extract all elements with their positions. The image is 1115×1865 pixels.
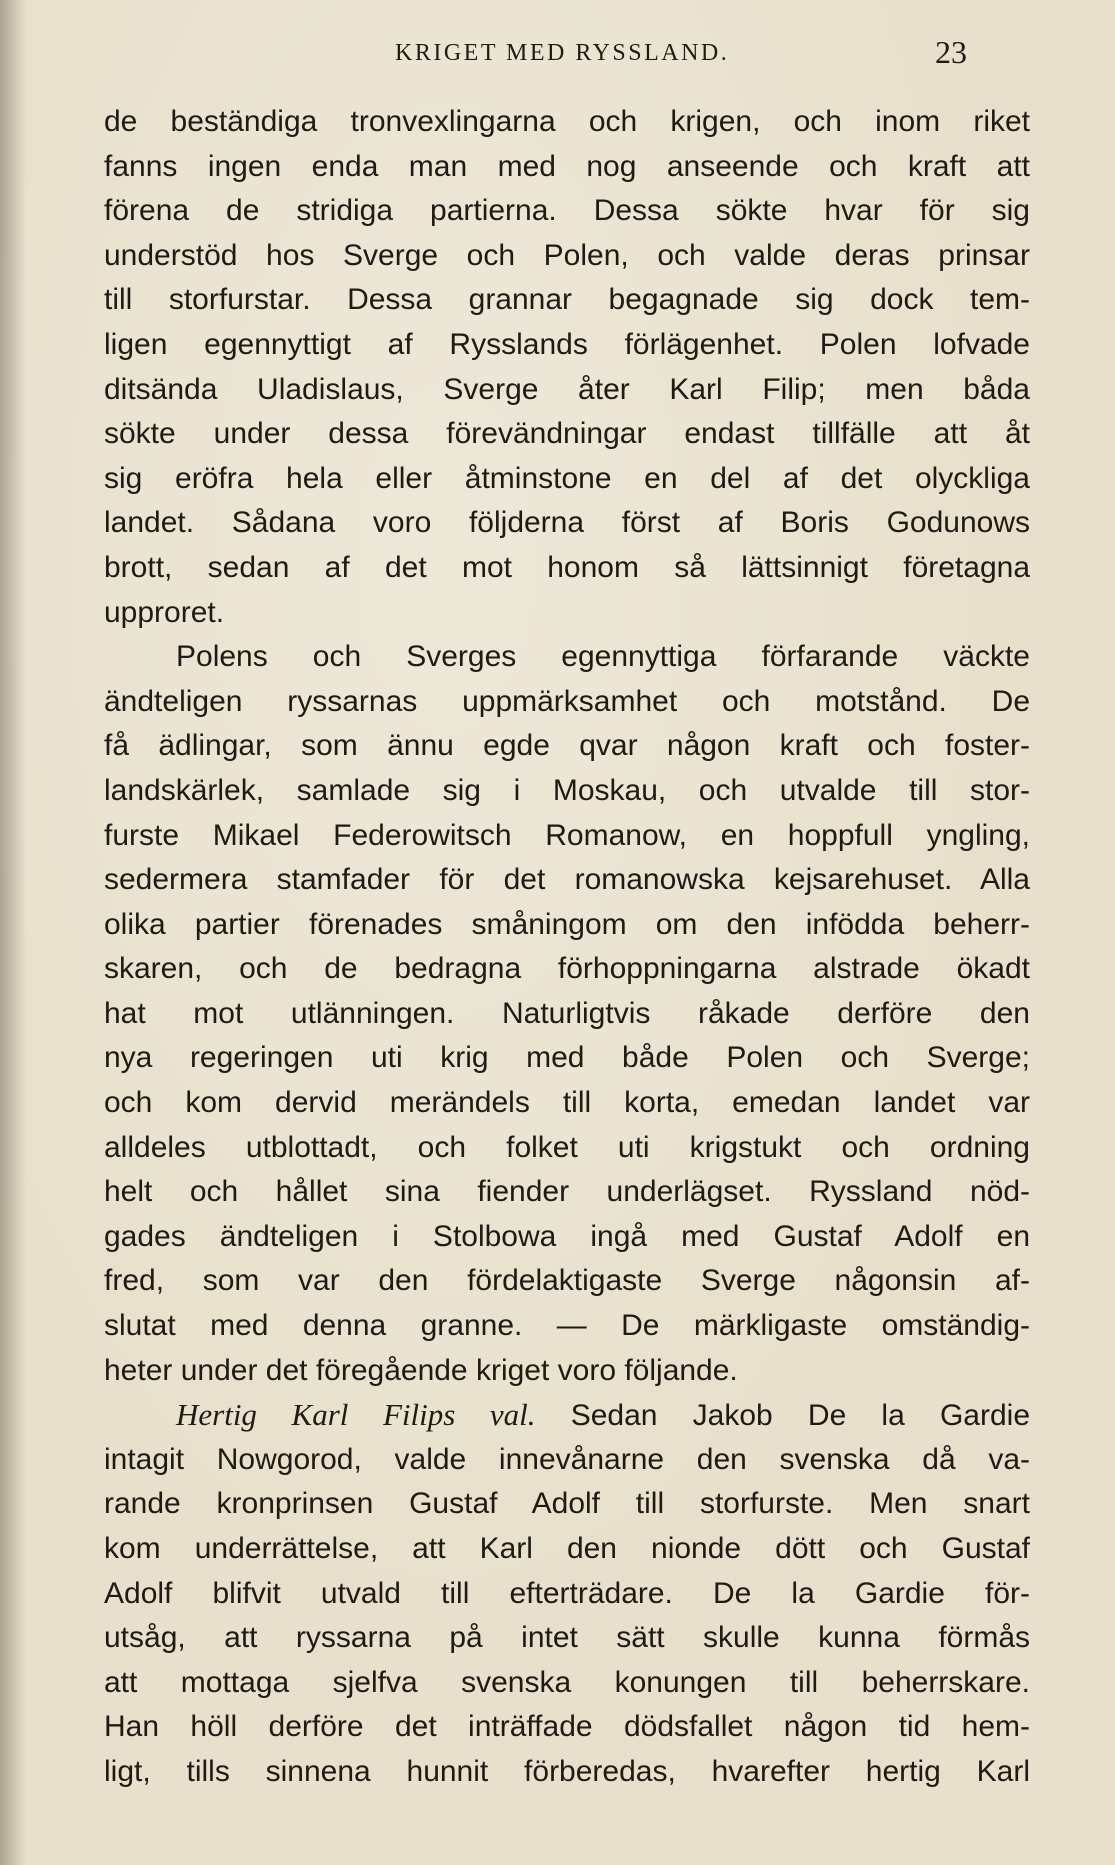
- section-heading: Hertig Karl Filips val.: [176, 1397, 536, 1433]
- text-line: brott, sedan af det mot honom så lättsinnigt företagna: [104, 550, 1030, 584]
- text-line: Han höll derföre det inträffade dödsfallet någon tid hem-: [104, 1710, 1030, 1744]
- text-line: intagit Nowgorod, valde innevånarne den svenska då va-: [104, 1442, 1030, 1476]
- text-line: kom underrättelse, att Karl den nionde dött och Gustaf: [104, 1532, 1030, 1565]
- text-line: understöd hos Sverge och Polen, och valde deras prinsar: [104, 238, 1030, 272]
- text-line: furste Mikael Federowitsch Romanow, en hoppfull yngling,: [104, 818, 1030, 852]
- text-line: till storfurstar. Dessa grannar begagnade sig dock tem-: [104, 283, 1030, 317]
- text-line: slutat med denna granne. — De märkligaste omständig-: [104, 1309, 1030, 1343]
- text-line: ligt, tills sinnena hunnit förberedas, hvarefter hertig Karl: [104, 1754, 1030, 1788]
- text-line: fred, som var den fördelaktigaste Sverge någonsin af-: [104, 1264, 1030, 1298]
- text-line: de beständiga tronvexlingarna och krigen, och inom riket: [104, 105, 1030, 138]
- text-line: gades ändteligen i Stolbowa ingå med Gustaf Adolf en: [104, 1219, 1030, 1253]
- body-text: [104, 100, 1030, 1795]
- text-line: ditsända Uladislaus, Sverge åter Karl Filip; men båda: [104, 372, 1030, 406]
- section-first-line-text: Sedan Jakob De la Gardie: [570, 1399, 1030, 1433]
- text-line: fanns ingen enda man med nog anseende och kraft att: [104, 149, 1030, 183]
- page-gutter-shadow: [0, 0, 26, 1865]
- text-line: landskärlek, samlade sig i Moskau, och utvalde till stor-: [104, 773, 1030, 807]
- text-line: sedermera stamfader för det romanowska kejsarehuset. Alla: [104, 863, 1030, 897]
- text-line: att mottaga sjelfva svenska konungen till beherrskare.: [104, 1665, 1030, 1699]
- text-line: helt och hållet sina fiender underlägset. Ryssland nöd-: [104, 1175, 1030, 1209]
- text-line: alldeles utblottadt, och folket uti krigstukt och ordning: [104, 1130, 1030, 1164]
- text-line: få ädlingar, som ännu egde qvar någon kraft och foster-: [104, 729, 1030, 763]
- text-line: sökte under dessa förevändningar endast tillfälle att åt: [104, 417, 1030, 451]
- text-line: hat mot utlänningen. Naturligtvis råkade derföre den: [104, 996, 1030, 1030]
- text-line: skaren, och de bedragna förhoppningarna alstrade ökadt: [104, 952, 1030, 986]
- text-line: nya regeringen uti krig med både Polen och Sverge;: [104, 1041, 1030, 1075]
- running-head: [0, 34, 1115, 74]
- text-line: rande kronprinsen Gustaf Adolf till storfurste. Men snart: [104, 1487, 1030, 1521]
- section-first-line: [104, 1393, 1030, 1438]
- text-line: ligen egennyttigt af Rysslands förlägenhet. Polen lofvade: [104, 327, 1030, 361]
- text-line: heter under det föregående kriget voro följande.: [104, 1353, 738, 1387]
- text-line: upproret.: [104, 595, 225, 629]
- text-line: Polens och Sverges egennyttiga förfarande väckte: [176, 640, 1030, 674]
- page-number: 23: [935, 34, 967, 70]
- text-line: utsåg, att ryssarna på intet sätt skulle kunna förmås: [104, 1621, 1030, 1655]
- text-line: landet. Sådana voro följderna först af Boris Godunows: [104, 506, 1030, 540]
- text-line: och kom dervid merändels till korta, emedan landet var: [104, 1086, 1030, 1120]
- running-title: KRIGET MED RYSSLAND.: [395, 40, 730, 66]
- text-line: Adolf blifvit utvald till efterträdare. De la Gardie för-: [104, 1576, 1030, 1610]
- text-line: förena de stridiga partierna. Dessa sökte hvar för sig: [104, 194, 1030, 228]
- text-line: ändteligen ryssarnas uppmärksamhet och motstånd. De: [104, 684, 1030, 718]
- text-line: sig eröfra hela eller åtminstone en del af det olyckliga: [104, 461, 1030, 495]
- text-line: olika partier förenades småningom om den infödda beherr-: [104, 907, 1030, 941]
